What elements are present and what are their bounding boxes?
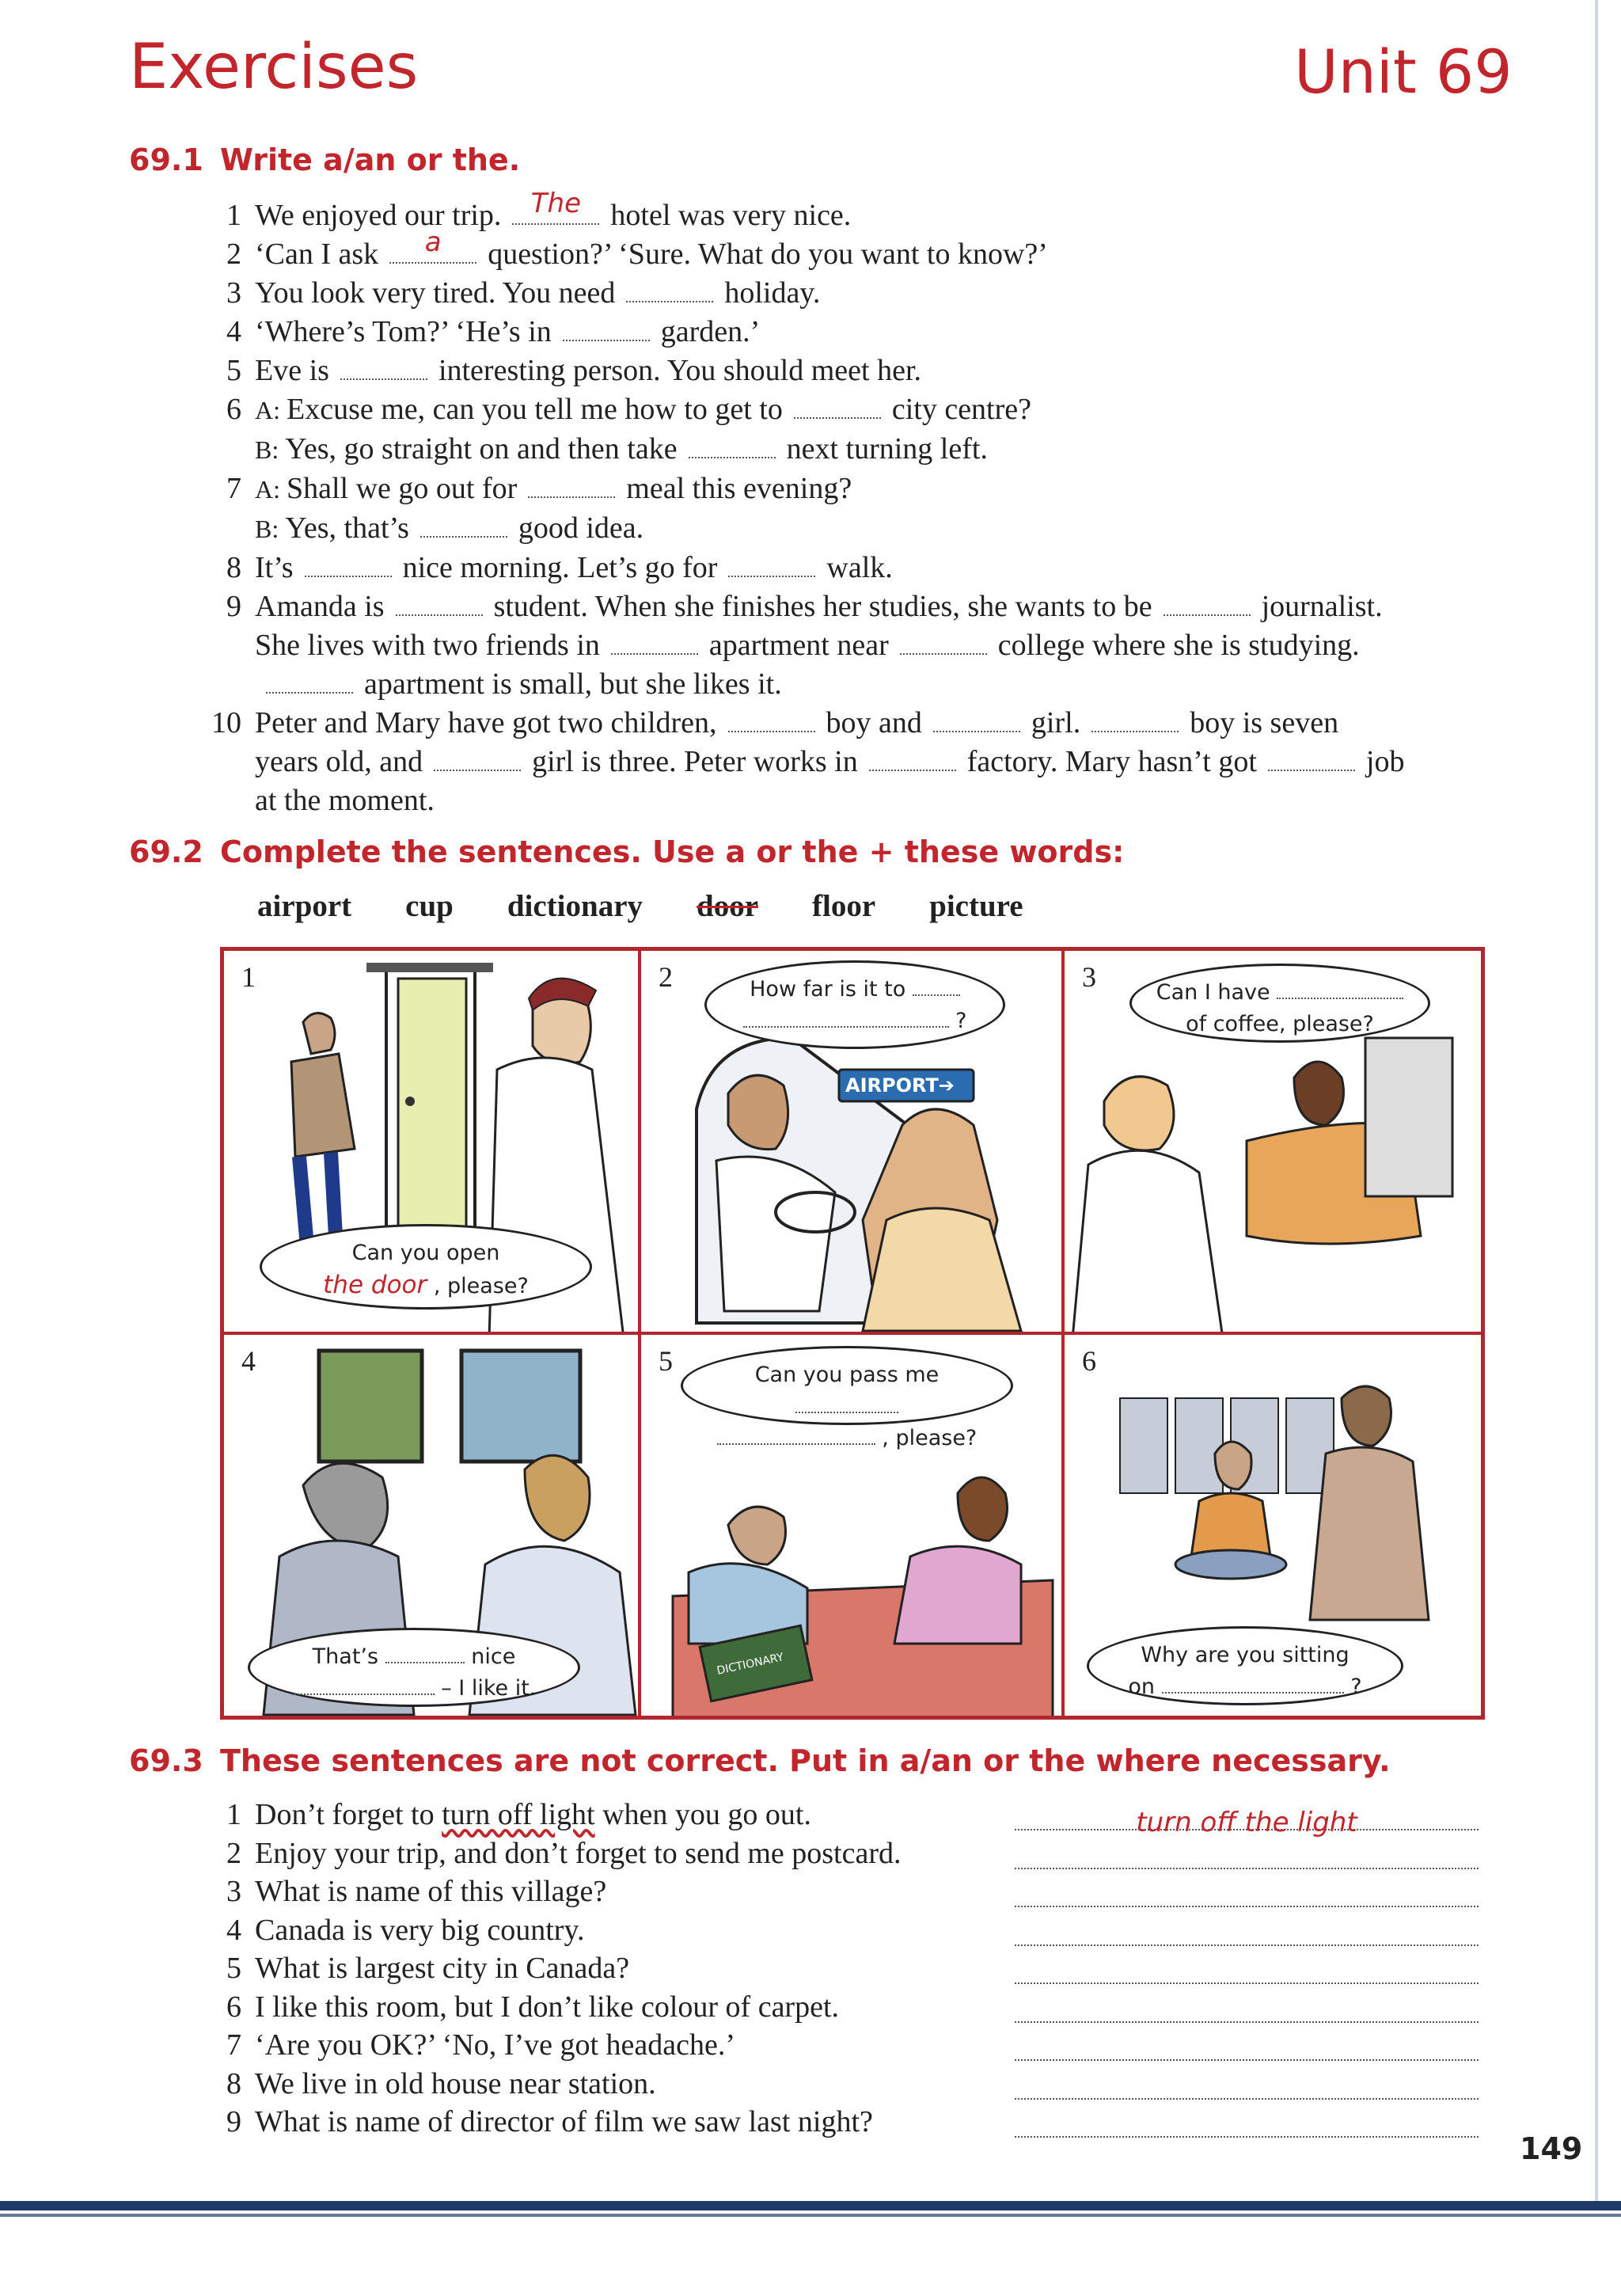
answer-blank[interactable] [933,707,1020,732]
footer-rule [0,2214,1621,2217]
footer-rule [0,2201,1621,2210]
exercise-list [198,188,1496,820]
picture-panel [1063,949,1482,1333]
item-text: Shall we go out for [287,472,518,505]
item-text: girl is three. Peter works in [532,745,858,778]
panel-number: 4 [241,1345,256,1377]
item-line [255,469,1496,509]
bubble-text: Why are you sitting [1141,1643,1350,1667]
answer-blank[interactable] [389,226,476,264]
item-number: 4 [226,1913,241,1947]
book-label: DICTIONARY [716,1651,785,1678]
item-text: Eve is [255,354,329,387]
item-line [255,587,1496,626]
bubble-text: That’s [312,1644,379,1669]
item-number: 6 [226,393,241,426]
bubble-text: , please? [882,1426,978,1450]
answer-blank[interactable] [794,393,881,419]
answer-blank[interactable] [340,355,427,380]
word-bank-item: picture [929,889,1023,923]
picture-panel [640,949,1063,1333]
answer-blank[interactable] [611,629,698,655]
exercise-item [198,1872,1496,1911]
answer-blank[interactable] [528,473,615,498]
item-number: 7 [226,472,241,505]
exercise-item [198,352,1496,390]
answer-blank[interactable] [900,629,987,655]
word-bank-item: airport [257,889,352,923]
item-text: She lives with two friends in [255,629,600,662]
bubble-text: How far is it to [750,977,906,1002]
item-text: Yes, that’s [285,511,409,545]
bubble-answer: the door [323,1271,427,1299]
exercise-item [198,469,1496,549]
item-text: Don’t forget to [255,1798,442,1831]
item-line [255,226,1496,274]
item-line [255,549,1496,587]
item-text: walk. [826,551,893,584]
page-title: Exercises [129,32,419,103]
answer-blank[interactable] [728,552,815,577]
bubble-text: Can you open [351,1241,500,1265]
answer-blank[interactable] [626,277,713,302]
word-bank-item: cup [405,889,454,923]
marked-phrase: turn off light [442,1798,595,1831]
speaker-label: B: [255,515,286,543]
picture-panel [640,1333,1063,1717]
item-text: hotel was very nice. [610,199,852,232]
item-text: apartment is small, but she likes it. [364,667,782,701]
handwritten-answer: a [424,226,442,258]
speaker-label: A: [255,475,287,504]
item-text: interesting person. You should meet her. [438,354,921,387]
speech-bubble [681,1346,1013,1450]
item-number: 8 [226,2066,241,2100]
item-text: good idea. [518,511,644,545]
answer-blank[interactable] [512,188,599,225]
item-line [255,390,1496,430]
item-text: What is name of this village? [255,1875,607,1908]
item-text: We live in old house near station. [255,2066,656,2100]
item-line [255,781,1496,820]
item-text: years old, and [255,745,423,778]
answer-blank[interactable] [434,746,521,771]
panel-number: 5 [659,1345,673,1377]
item-text: journalist. [1261,590,1383,623]
answer-blank[interactable] [869,746,956,771]
item-text: boy and [826,706,922,739]
item-text: Excuse me, can you tell me how to get to [287,393,783,426]
word-bank-item: door [697,889,759,923]
answer-line[interactable] [1015,1842,1479,1869]
item-text: meal this evening? [626,472,852,505]
bubble-text: – I like it. [441,1676,537,1701]
item-line [255,704,1496,743]
answer-line[interactable] [1015,2073,1479,2100]
answer-line[interactable]: turn off the light [1015,1804,1479,1830]
speaker-label: A: [255,396,287,424]
answer-blank[interactable] [689,433,776,458]
item-text: nice morning. Let’s go for [402,551,718,584]
item-text: when you go out. [594,1798,811,1831]
item-text: college where she is studying. [997,629,1360,662]
panel-number: 6 [1082,1345,1096,1377]
item-text: ‘Where’s Tom?’ ‘He’s in [255,315,552,348]
item-number: 5 [226,354,241,387]
item-text: job [1365,745,1405,778]
item-number: 2 [226,1836,241,1870]
item-line [255,430,1496,469]
item-text: next turning left. [786,432,988,466]
answer-line[interactable] [1015,2034,1479,2061]
bubble-text: of coffee, please? [1186,1012,1374,1036]
page-edge [1595,0,1598,2201]
item-text: What is largest city in Canada? [255,1952,630,1985]
answer-blank[interactable] [1268,746,1355,771]
answer-blank[interactable] [563,316,650,341]
item-text: It’s [255,551,294,584]
item-number: 2 [226,238,241,271]
panel-number: 2 [659,961,673,993]
exercise-item [198,2065,1496,2104]
item-text: Yes, go straight on and then take [285,432,678,466]
exercise-item [198,313,1496,352]
answer-blank[interactable] [266,668,353,694]
item-text: boy is seven [1190,706,1339,739]
item-text: city centre? [891,393,1032,426]
handwritten-answer: The [530,188,582,219]
item-text: ‘Can I ask [255,238,379,271]
item-text: student. When she finishes her studies, she wants to be [493,590,1152,623]
airport-sign: AIRPORT➔ [845,1074,955,1097]
exercise-item [198,704,1496,820]
item-number: 4 [226,315,241,348]
item-line [255,626,1496,665]
answer-blank[interactable] [1164,591,1251,616]
item-text: Peter and Mary have got two children, [255,706,717,739]
speech-bubble [704,960,1005,1049]
answer-line[interactable] [1015,2111,1479,2138]
bubble-text: on [1128,1674,1156,1699]
speech-bubble [1087,1626,1403,1705]
answer-blank[interactable] [728,707,815,732]
item-text: garden.’ [660,315,761,348]
item-number: 10 [211,706,241,739]
item-text: apartment near [708,629,889,662]
answer-line[interactable] [1015,1996,1479,2023]
item-number: 3 [226,276,241,310]
exercise-item [198,1911,1496,1950]
item-line [255,274,1496,313]
item-line [255,509,1496,549]
item-text: You look very tired. You need [255,276,616,310]
page-number: 149 [1520,2131,1583,2166]
item-text: question?’ ‘Sure. What do you want to know?’ [488,238,1048,271]
item-number: 8 [226,551,241,584]
picture-grid [220,947,1485,1720]
panel-number: 3 [1082,961,1096,993]
item-text: holiday. [724,276,821,310]
picture-panel [222,949,640,1333]
item-text: at the moment. [255,784,435,817]
bubble-text: ? [1350,1674,1362,1699]
exercise-item [198,390,1496,469]
speech-bubble [260,1224,592,1310]
item-text: factory. Mary hasn’t got [966,745,1257,778]
item-line [255,352,1496,390]
exercise-item [198,226,1496,274]
item-number: 6 [226,1990,241,2024]
speech-bubble [248,1628,580,1707]
exercise-item [198,2103,1496,2142]
word-bank-item: floor [812,889,876,923]
item-number: 5 [226,1952,241,1985]
exercise-item [198,1988,1496,2027]
picture-panel [222,1333,640,1717]
item-line [255,313,1496,352]
item-number: 1 [226,199,241,232]
bubble-text: nice [471,1644,516,1669]
answer-line[interactable] [1015,1919,1479,1946]
answer-line[interactable] [1015,1957,1479,1984]
exercise-number: 69.1 [129,143,203,177]
answer-blank[interactable] [396,591,483,616]
answer-blank[interactable] [1091,707,1179,732]
answer-blank[interactable] [305,552,392,577]
picture-panel [1063,1333,1482,1717]
item-text: We enjoyed our trip. [255,199,502,232]
speaker-label: B: [255,435,286,464]
item-text: Canada is very big country. [255,1913,585,1947]
answer-blank[interactable] [420,512,507,538]
item-line [255,743,1496,781]
word-bank [257,888,1077,924]
item-number: 1 [226,1798,241,1831]
exercise-number: 69.2 [129,834,203,869]
speech-bubble [1129,964,1430,1043]
exercise-title: Complete the sentences. Use a or the + these words: [220,834,1125,869]
exercise-item [198,274,1496,313]
item-text: I like this room, but I don’t like colour of carpet. [255,1990,840,2024]
item-text: Amanda is [255,590,385,623]
exercise-title: Write a/an or the. [220,143,521,177]
exercise-list [198,1796,1496,2142]
exercise-item [198,1796,1496,1838]
exercise-item [198,1949,1496,1988]
bubble-text: Can I have [1156,980,1270,1005]
item-number: 9 [226,590,241,623]
item-text: What is name of director of film we saw last night? [255,2105,873,2138]
item-text: Enjoy your trip, and don’t forget to send me postcard. [255,1836,902,1870]
answer-line[interactable] [1015,1880,1479,1907]
bubble-text: Can you pass me [754,1363,940,1387]
bubble-text: , please? [433,1274,529,1298]
item-number: 3 [226,1875,241,1908]
exercise-item [198,587,1496,704]
exercise-title: These sentences are not correct. Put in a/an or the where necessary. [220,1743,1391,1778]
unit-label: Unit 69 [1294,36,1513,107]
item-text: ‘Are you OK?’ ‘No, I’ve got headache.’ [255,2028,736,2062]
exercise-item [198,1834,1496,1873]
word-bank-item: dictionary [507,889,643,923]
panel-number: 1 [241,961,256,993]
exercise-number: 69.3 [129,1743,203,1778]
item-number: 9 [226,2105,241,2138]
exercise-item [198,2026,1496,2065]
item-number: 7 [226,2028,241,2062]
exercise-item [198,549,1496,587]
item-line [255,665,1496,704]
bubble-text: ? [955,1009,967,1033]
item-text: girl. [1031,706,1081,739]
